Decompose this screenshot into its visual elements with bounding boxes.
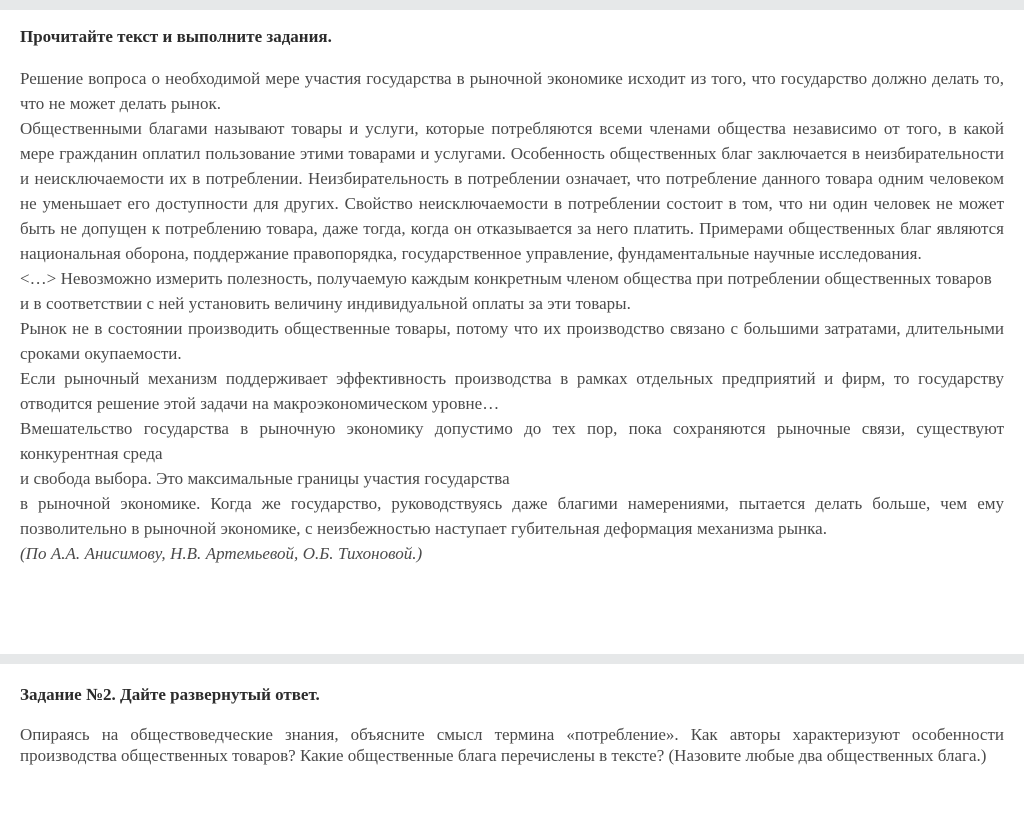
- section-divider: [0, 654, 1024, 664]
- passage-paragraph: Вмешательство государства в рыночную экономику допустимо до тех пор, пока сохраняются рыночные связи, существуют конкурентная среда: [20, 419, 1004, 463]
- passage-paragraph: <…> Невозможно измерить полезность, получаемую каждым конкретным членом общества при потреблении общественных товаров: [20, 269, 992, 288]
- passage-source: (По А.А. Анисимову, Н.В. Артемьевой, О.Б. Тихоновой.): [20, 544, 423, 563]
- task-question: Опираясь на обществоведческие знания, объясните смысл термина «потребление». Как авторы характеризуют особенности производства общественных товаров? Какие общественные блага перечислены в тексте? (Назовите любые два общественных блага.): [20, 725, 1004, 765]
- reading-instruction-title: Прочитайте текст и выполните задания.: [20, 27, 332, 46]
- top-divider: [0, 0, 1024, 10]
- task-section: [0, 664, 1024, 766]
- reading-passage: [20, 66, 1004, 566]
- passage-paragraph: в рыночной экономике. Когда же государство, руководствуясь даже благими намерениями, пытается делать больше, чем ему позволительно в рыночной экономике, с неизбежностью наступает губительная деформация механизма рынка.: [20, 494, 1004, 538]
- passage-paragraph: и свобода выбора. Это максимальные границы участия государства: [20, 469, 510, 488]
- passage-paragraph: Общественными благами называют товары и услуги, которые потребляются всеми членами общества независимо от того, в какой мере гражданин оплатил пользование этими товарами и услугами. Особенность общественных благ заключается в неизбирательности и неисключаемости их в потреблении. Неизбирательность в потреблении означает, что потребление данного товара одним человеком не уменьшает его доступности для других. Свойство неисключаемости в потреблении состоит в том, что ни один человек не может быть не допущен к потреблению товара, даже тогда, когда он отказывается за него платить. Примерами общественных благ являются национальная оборона, поддержание правопорядка, государственное управление, фундаментальные научные исследования.: [20, 119, 1004, 263]
- passage-paragraph: Решение вопроса о необходимой мере участия государства в рыночной экономике исходит из того, что государство должно делать то, что не может делать рынок.: [20, 69, 1004, 113]
- passage-paragraph: Рынок не в состоянии производить общественные товары, потому что их производство связано с большими затратами, длительными сроками окупаемости.: [20, 319, 1004, 363]
- passage-paragraph: Если рыночный механизм поддерживает эффективность производства в рамках отдельных предприятий и фирм, то государству отводится решение этой задачи на макроэкономическом уровне…: [20, 369, 1004, 413]
- task-title: Задание №2. Дайте развернутый ответ.: [20, 685, 320, 704]
- reading-section: [0, 10, 1024, 654]
- passage-paragraph: и в соответствии с ней установить величину индивидуальной оплаты за эти товары.: [20, 294, 631, 313]
